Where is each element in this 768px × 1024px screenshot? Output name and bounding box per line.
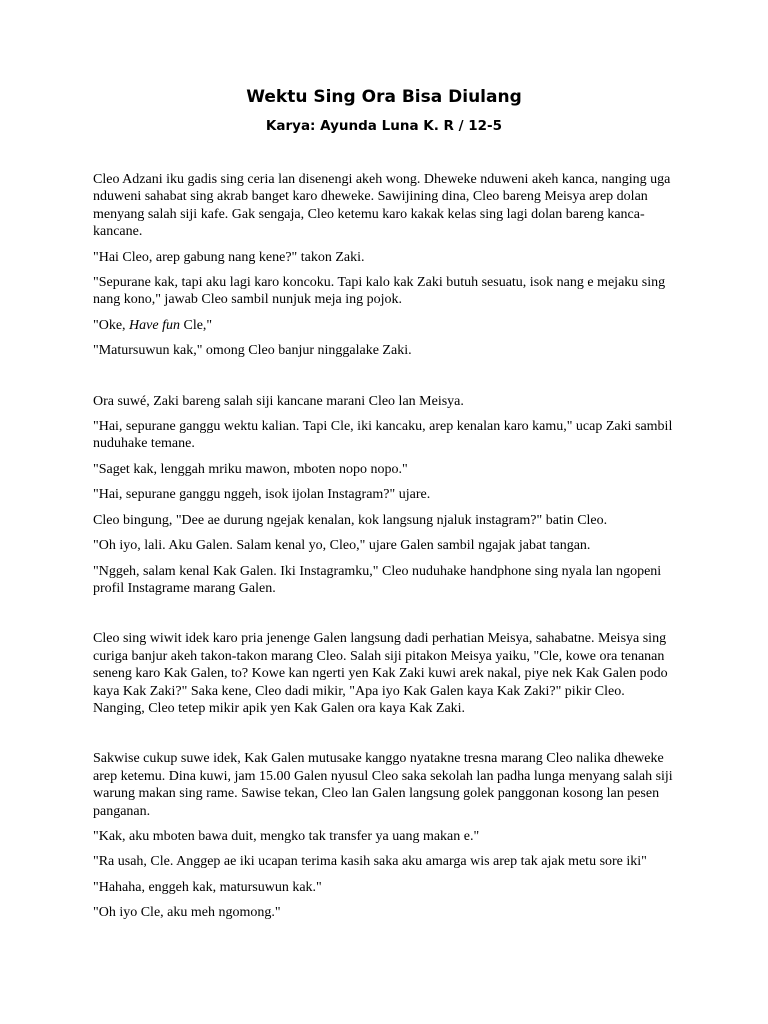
dialogue-line: "Hahaha, enggeh kak, matursuwun kak." (93, 879, 322, 895)
dialogue-line: "Oh iyo Cle, aku meh ngomong." (93, 905, 281, 921)
italic-phrase: Have fun (129, 317, 180, 333)
dialogue-line: "Hai, sepurane ganggu nggeh, isok ijolan Instagram?" ujare. (93, 487, 431, 503)
dialogue-line: "Sepurane kak, tapi aku lagi karo koncoku. Tapi kalo kak Zaki butuh sesuatu, isok nang e mejaku sing nang kono," jawab Cleo sambil nunjuk meja ing pojok. (93, 275, 666, 308)
paragraph: Cleo sing wiwit idek karo pria jenenge Galen langsung dadi perhatian Meisya, sahabatne. Meisya sing curiga banjur akeh takon-takon marang Cleo. Salah siji pitakon Meisya yaiku, "Cle, kowe ora tenanan seneng karo Kak Galen, to? Kowe kan ngerti yen Kak Zaki kuwi arek nakal, piye nek Kak Galen podo kaya Kak Zaki?" Saka kene, Cleo dadi mikir, "Apa iyo Kak Galen kaya Kak Zaki?" pikir Cleo. Nanging, Cleo tetep mikir apik yen Kak Galen ora kaya Kak Zaki. (93, 631, 668, 716)
story-body (93, 171, 678, 930)
dialogue-line: "Oh iyo, lali. Aku Galen. Salam kenal yo, Cleo," ujare Galen sambil ngajak jabat tangan. (93, 538, 591, 554)
dialogue-line: "Hai, sepurane ganggu wektu kalian. Tapi Cle, iki kancaku, arep kenalan karo kamu," ucap Zaki sambil nuduhake temane. (93, 419, 673, 452)
dialogue-text: "Oke, (93, 317, 130, 333)
dialogue-text: Cle," (179, 317, 213, 333)
paragraph: Cleo Adzani iku gadis sing ceria lan disenengi akeh wong. Dheweke nduweni akeh kanca, nanging uga nduweni sahabat sing akrab banget karo dheweke. Sawijining dina, Cleo bareng Meisya arep dolan menyang salah siji kafe. Gak sengaja, Cleo ketemu karo kakak kelas sing lagi dolan bareng kanca-kancane. (93, 172, 671, 240)
paragraph: Cleo bingung, "Dee ae durung ngejak kenalan, kok langsung njaluk instagram?" batin Cleo. (93, 512, 608, 528)
document-title: Wektu Sing Ora Bisa Diulang (246, 87, 522, 107)
dialogue-line: "Nggeh, salam kenal Kak Galen. Iki Instagramku," Cleo nuduhake handphone sing nyala lan ngopeni profil Instagrame marang Galen. (93, 563, 662, 596)
dialogue-line: "Hai Cleo, arep gabung nang kene?" takon Zaki. (93, 249, 365, 265)
document-author: Karya: Ayunda Luna K. R / 12-5 (265, 118, 503, 134)
dialogue-line: "Saget kak, lenggah mriku mawon, mboten nopo nopo." (93, 461, 408, 477)
dialogue-line (93, 317, 678, 334)
dialogue-line: "Matursuwun kak," omong Cleo banjur ninggalake Zaki. (93, 343, 412, 359)
dialogue-line: "Ra usah, Cle. Anggep ae iki ucapan terima kasih saka aku amarga wis arep tak ajak metu sore iki" (93, 854, 647, 870)
dialogue-line: "Kak, aku mboten bawa duit, mengko tak transfer ya uang makan e." (93, 828, 480, 844)
paragraph: Ora suwé, Zaki bareng salah siji kancane marani Cleo lan Meisya. (93, 393, 464, 409)
paragraph: Sakwise cukup suwe idek, Kak Galen mutusake kanggo nyatakne tresna marang Cleo nalika dheweke arep ketemu. Dina kuwi, jam 15.00 Galen nyusul Cleo saka sekolah lan padha lunga menyang salah siji warung makan sing rame. Sawise tekan, Cleo lan Galen langsung golek panggonan kosong lan pesen panganan. (93, 751, 673, 819)
